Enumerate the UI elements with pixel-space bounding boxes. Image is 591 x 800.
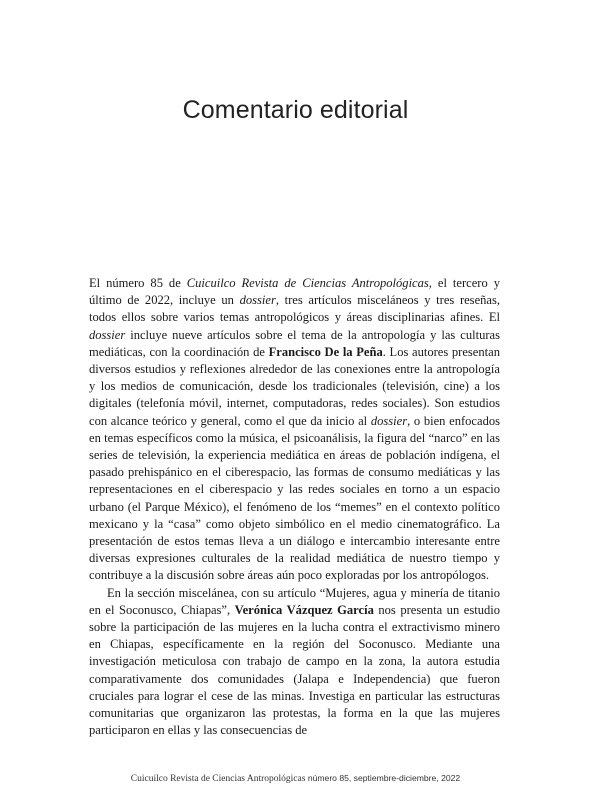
dossier-italic: dossier	[239, 293, 276, 308]
text-run: incluye nueve artículos sobre el tema de la antropología y las culturas mediáticas, con la coordinación de	[89, 327, 500, 359]
text-run: , tres artículos misceláneos y tres reseñas, todos ellos sobre varios temas antropológicos y áreas disciplinarias afines. El	[89, 293, 500, 325]
coordinator-name: Francisco De la Peña	[268, 344, 383, 359]
editorial-body	[89, 275, 500, 739]
dossier-italic: dossier	[89, 327, 126, 342]
paragraph-1	[89, 275, 500, 585]
footer-issue: número 85, septiembre-diciembre, 2022	[305, 773, 461, 783]
text-run: , o bien enfocados en temas específicos como la música, el psicoanálisis, la figura del “narco” en las series de televisión, la experiencia mediática en áreas de población indígena, el pasado prehispánico en el ciberespacio, las formas de consumo mediáticas y las representaciones en el ciberespacio y las redes sociales en torno a un espacio urbano (el Parque México), el fenómeno de los “memes” en el contexto político mexicano y la “casa” como objeto simbólico en el medio cinematográfico. La presentación de estos temas lleva a un diálogo e intercambio interesante entre diversas expresiones culturales de la realidad mediática de nuestro tiempo y contribuye a la discusión sobre áreas aún poco exploradas por los antropólogos.	[89, 413, 500, 583]
text-run: . Los autores presentan diversos estudios y reflexiones alrededor de las conexiones entre la antropología y los medios de comunicación, desde los tradicionales (televisión, cine) a los digitales (telefonía móvil, internet, computadoras, redes sociales). Son estudios con alcance teórico y general, como el que da inicio al	[89, 344, 500, 428]
text-run: El número 85 de	[89, 276, 187, 290]
text-run: , el tercero y último de 2022, incluye un	[89, 276, 500, 308]
text-run: En la sección miscelánea, con su artículo “Mujeres, agua y minería de titanio en el Soconusco, Chiapas”,	[89, 585, 500, 617]
text-run: nos presenta un estudio sobre la participación de las mujeres en la lucha contra el extractivismo minero en Chiapas, específicamente en la región del Soconusco. Mediante una investigación meticulosa con trabajo de campo en la zona, la autora estudia comparativamente dos comunidades (Jalapa e Independencia) que fueron cruciales para lograr el cese de las minas. Investiga en particular las estructuras comunitarias que organizaron las protestas, la forma en la que las mujeres participaron en ellas y las consecuencias de	[89, 602, 500, 738]
page-title: Comentario editorial	[182, 96, 409, 124]
journal-name-italic: Cuicuilco Revista de Ciencias Antropológicas	[186, 276, 429, 290]
footer-journal: Cuicuilco Revista de Ciencias Antropológicas	[130, 774, 306, 784]
paragraph-2	[89, 585, 500, 740]
dossier-italic: dossier	[370, 413, 408, 428]
author-name: Verónica Vázquez García	[234, 602, 374, 617]
page-footer	[0, 773, 591, 784]
